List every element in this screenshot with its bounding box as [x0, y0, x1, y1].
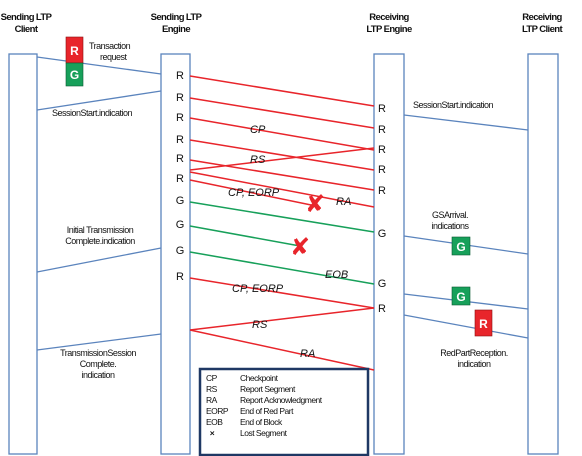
sender-tick-group	[176, 70, 185, 283]
receiver-tick-3: R	[378, 144, 386, 156]
transaction-red-badge-label: R	[70, 44, 79, 58]
session-start-sender-note: SessionStart.indication	[52, 108, 133, 118]
transmission-session-note-line2: Complete.	[79, 359, 117, 369]
red-part-reception-line	[404, 315, 528, 338]
legend-abbr-4: EORP	[206, 406, 229, 416]
legend-abbr-6: ×	[209, 428, 215, 438]
session-start-receiver-line	[404, 115, 528, 130]
sender-tick-9: G	[175, 245, 185, 257]
red-report-segment-2	[190, 308, 374, 330]
red-part-reception-note-line2: indication	[457, 359, 491, 369]
sender-tick-6: R	[176, 173, 184, 185]
transaction-request-note-line2: request	[100, 52, 127, 62]
legend-text-3: Report Acknowledgment	[240, 395, 322, 405]
receiving-engine-header-line2: LTP Engine	[366, 24, 412, 35]
red-part-reception-note-line1: RedPartReception.	[440, 348, 508, 358]
legend-text-4: End of Red Part	[240, 406, 293, 416]
sender-tick-2: R	[176, 92, 184, 104]
sender-tick-8: G	[175, 219, 185, 231]
receiving-client-lifeline	[528, 54, 558, 454]
sender-tick-1: R	[176, 70, 184, 82]
green-segment-2	[190, 226, 300, 246]
cp-eorp-label-2: CP, EORP	[232, 283, 284, 295]
sender-tick-3: R	[176, 112, 184, 124]
receiving-client-header-line2: LTP Client	[521, 24, 563, 35]
cp-label-1: CP	[250, 124, 266, 136]
gs-arrival-green-badge-1-label: G	[456, 240, 466, 254]
receiver-tick-1: R	[378, 103, 386, 115]
cp-eorp-label-1: CP, EORP	[228, 187, 280, 199]
eob-label: EOB	[325, 269, 349, 281]
receiver-tick-5: R	[378, 185, 386, 197]
gs-arrival-note-line1: GSArrival.	[431, 210, 469, 220]
legend-abbr-5: EOB	[206, 417, 223, 427]
legend-abbr-3: RA	[206, 395, 217, 405]
sender-tick-10: R	[176, 271, 184, 283]
receiver-tick-8: R	[378, 303, 386, 315]
rs-label-1: RS	[250, 154, 266, 166]
receiving-engine-header-line1: Receiving	[369, 12, 409, 23]
receiver-tick-6: G	[377, 228, 387, 240]
legend-abbr-2: RS	[206, 384, 217, 394]
ra-label-1: RA	[336, 196, 352, 208]
lost-segment-marker-2: ✘	[289, 233, 311, 261]
legend-abbr-1: CP	[206, 373, 217, 383]
initial-transmission-note-line1: Initial Transmission	[66, 225, 134, 235]
sending-client-header-line2: Client	[14, 24, 38, 35]
sending-client-lifeline	[9, 54, 37, 454]
sender-tick-4: R	[176, 134, 184, 146]
gs-arrival-note-line2: indications	[431, 221, 469, 231]
receiver-tick-7: G	[377, 278, 387, 290]
sending-client-header-line1: Sending LTP	[0, 12, 52, 23]
red-report-segment-1	[190, 148, 374, 170]
red-segment-1	[190, 76, 374, 106]
gs-arrival-green-badge-2-label: G	[456, 290, 466, 304]
receiver-tick-2: R	[378, 124, 386, 136]
legend-text-6: Lost Segment	[240, 428, 287, 438]
sender-tick-7: G	[175, 195, 185, 207]
legend-text-1: Checkpoint	[240, 373, 278, 383]
legend-text-5: End of Block	[240, 417, 282, 427]
transmission-session-note-line1: TransmissionSession	[60, 348, 136, 358]
transaction-request-line	[37, 57, 161, 74]
transmission-session-note-line3: indication	[81, 370, 115, 380]
transaction-green-badge-label: G	[69, 68, 80, 82]
sending-engine-header-line1: Sending LTP	[150, 12, 202, 23]
lost-segment-marker-1: ✘	[304, 190, 326, 218]
initial-transmission-line	[37, 248, 161, 272]
ra-label-2: RA	[300, 348, 316, 360]
transaction-request-note-line1: Transaction	[89, 41, 131, 51]
sending-engine-header-line2: Engine	[161, 24, 191, 35]
receiving-client-header-line1: Receiving	[522, 12, 562, 23]
red-part-badge-label: R	[479, 317, 488, 331]
session-start-receiver-note: SessionStart.indication	[413, 100, 494, 110]
receiver-tick-4: R	[378, 164, 386, 176]
initial-transmission-note-line2: Complete.indication	[65, 236, 135, 246]
sender-tick-5: R	[176, 153, 184, 165]
red-report-ack-2	[190, 330, 374, 370]
legend-text-2: Report Segment	[240, 384, 295, 394]
rs-label-2: RS	[252, 319, 268, 331]
